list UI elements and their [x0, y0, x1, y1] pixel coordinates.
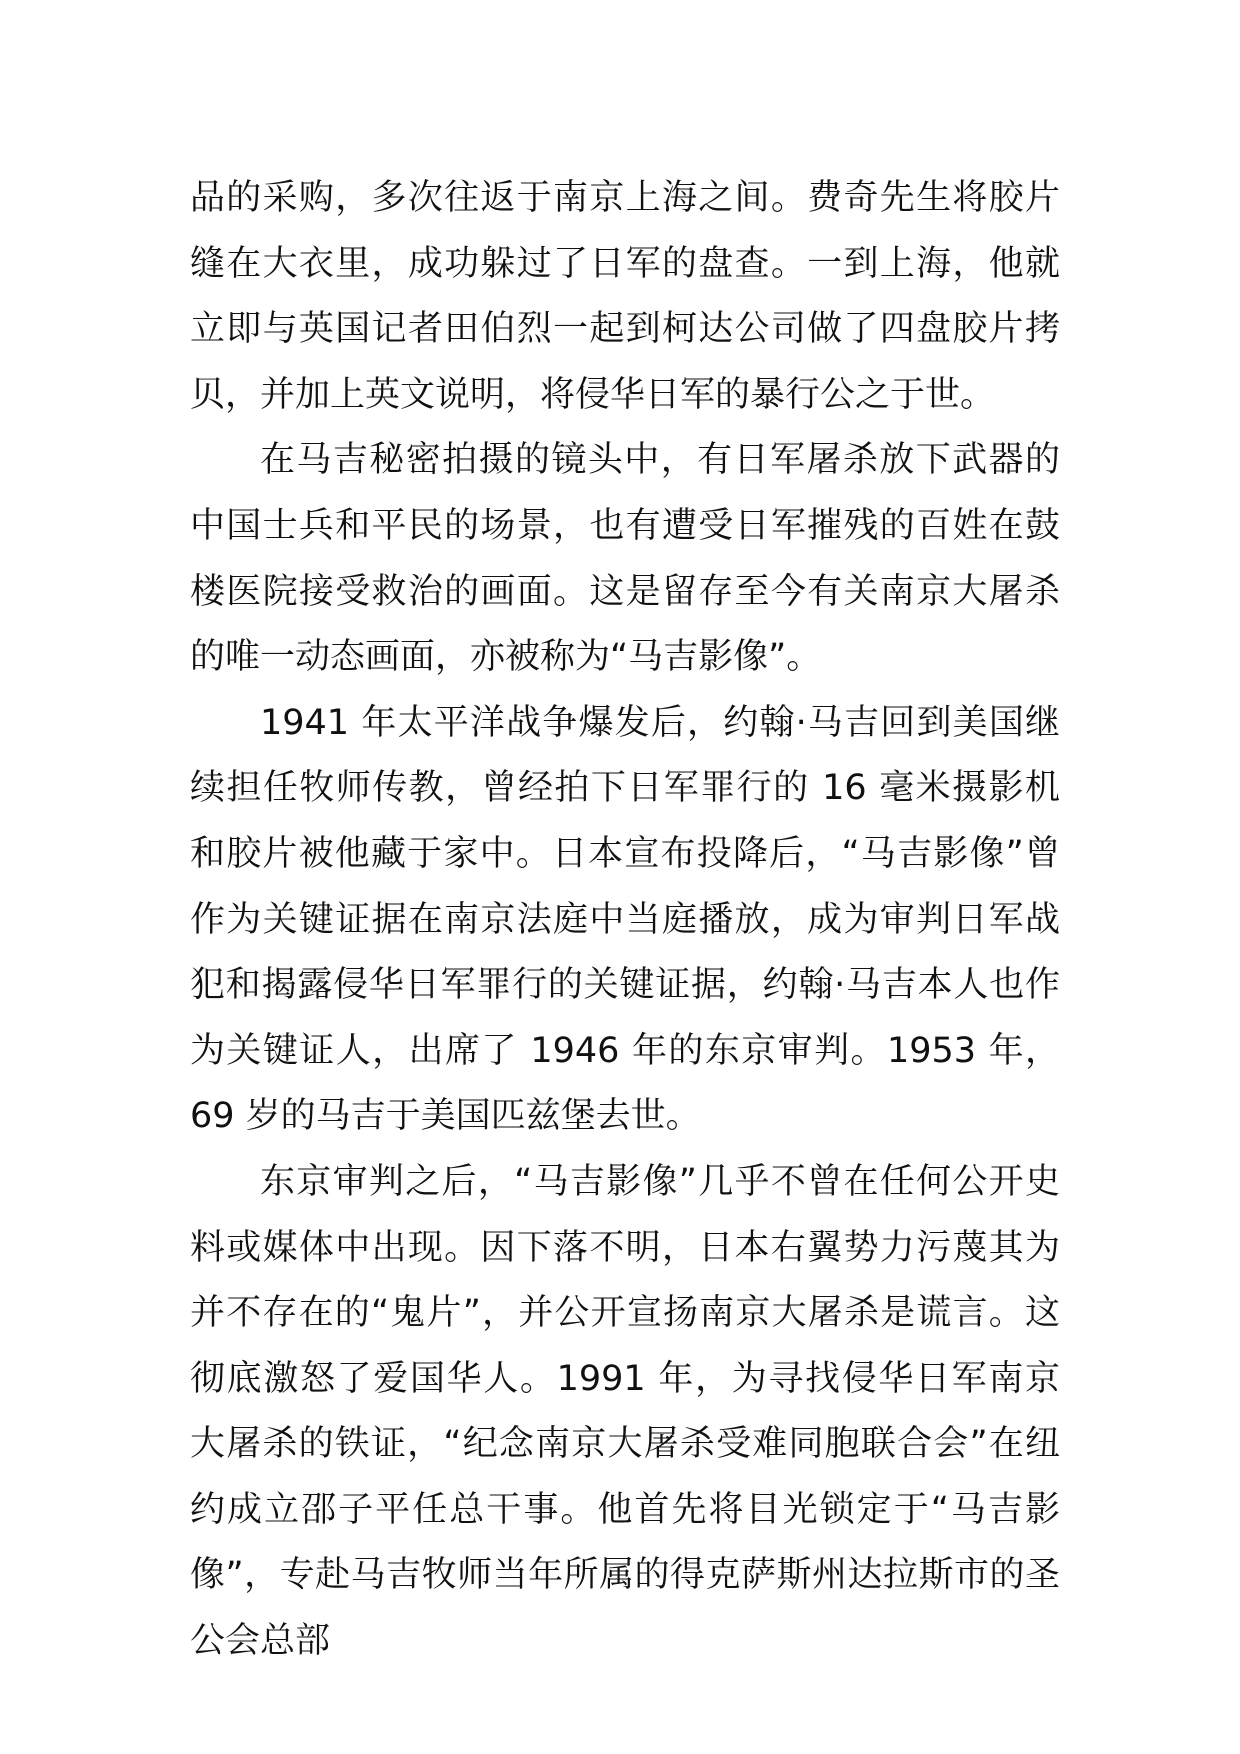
- paragraph: 在马吉秘密拍摄的镜头中，有日军屠杀放下武器的中国士兵和平民的场景，也有遭受日军摧残的百姓在鼓楼医院接受救治的画面。这是留存至今有关南京大屠杀的唯一动态画面，亦被称为“马吉影像”。: [190, 440, 1060, 678]
- paragraph: 东京审判之后，“马吉影像”几乎不曾在任何公开史料或媒体中出现。因下落不明，日本右翼势力污蔑其为并不存在的“鬼片”，并公开宣扬南京大屠杀是谎言。这彻底激怒了爱国华人。1991 年，为寻找侵华日军南京大屠杀的铁证，“纪念南京大屠杀受难同胞联合会”在纽约成立邵子平任总干事。他首先将目光锁定于“马吉影像”，专赴马吉牧师当年所属的得克萨斯州达拉斯市的圣公会总部: [190, 1161, 1060, 1662]
- paragraph: 品的采购，多次往返于南京上海之间。费奇先生将胶片缝在大衣里，成功躲过了日军的盘查。一到上海，他就立即与英国记者田伯烈一起到柯达公司做了四盘胶片拷贝，并加上英文说明，将侵华日军的暴行公之于世。: [190, 178, 1060, 415]
- document-body: [190, 166, 1060, 1675]
- paragraph: 1941 年太平洋战争爆发后，约翰·马吉回到美国继续担任牧师传教，曾经拍下日军罪行的 16 毫米摄影机和胶片被他藏于家中。日本宣布投降后，“马吉影像”曾作为关键证据在南京法庭中当庭播放，成为审判日军战犯和揭露侵华日军罪行的关键证据，约翰·马吉本人也作为关键证人，出席了 1946 年的东京审判。1953 年，69 岁的马吉于美国匹兹堡去世。: [190, 702, 1060, 1137]
